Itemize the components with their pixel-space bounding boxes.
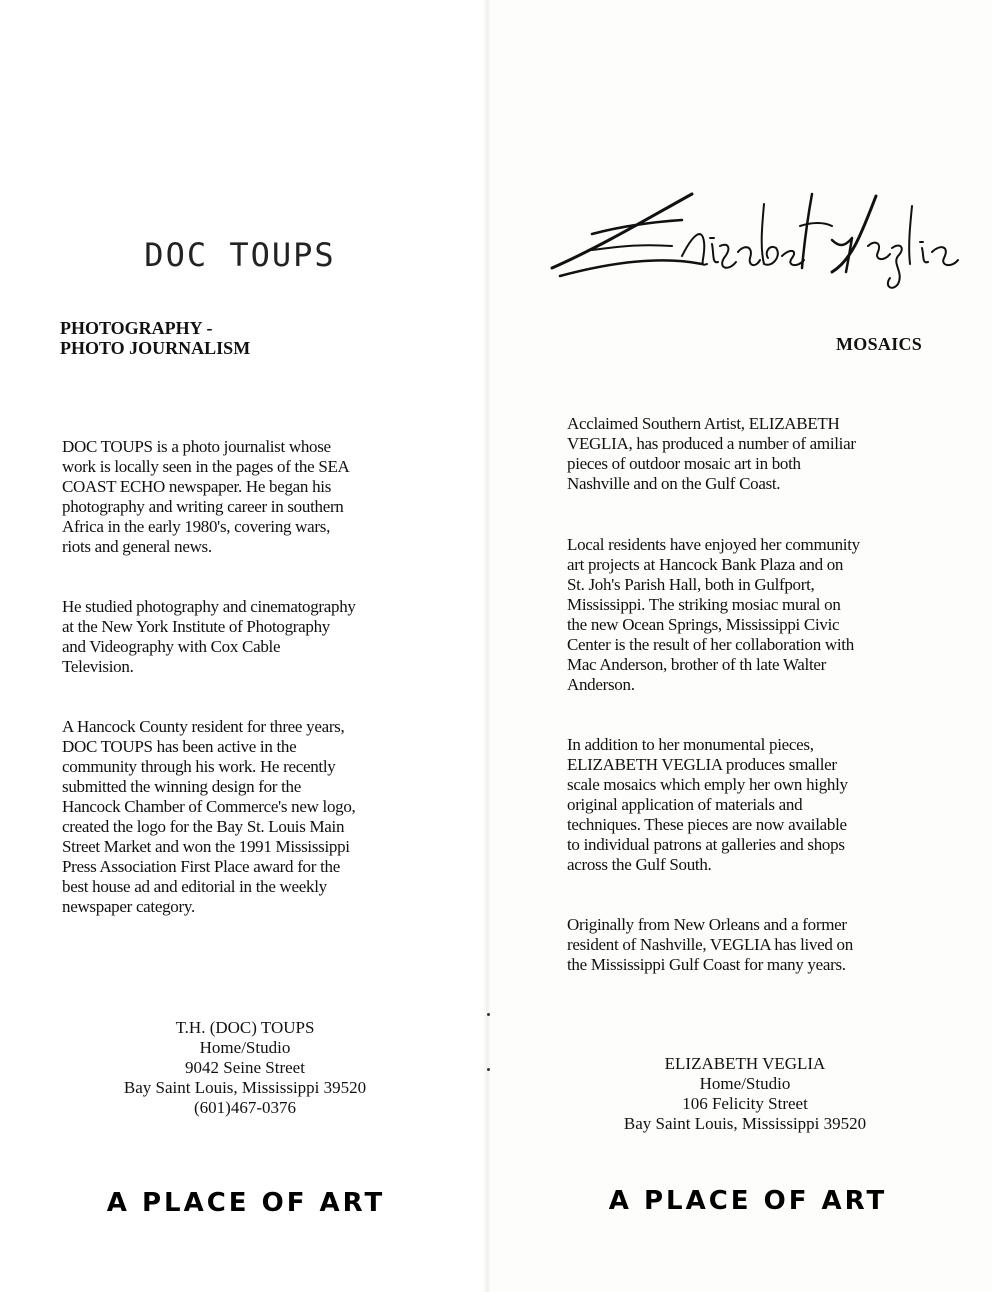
left-subtitle [60,318,250,358]
page-fold [483,0,491,1292]
contact-line: 9042 Seine Street [185,1058,305,1077]
left-paragraph-2 [62,597,442,677]
left-contact [70,1018,420,1118]
text-line: Originally from New Orleans and a former [567,915,847,934]
right-paragraph-4 [567,915,947,975]
subtitle-line: PHOTO JOURNALISM [60,338,251,358]
text-line: art projects at Hancock Bank Plaza and on [567,555,844,574]
text-line: and Videography with Cox Cable [62,637,281,656]
left-paragraph-1 [62,437,442,557]
subtitle-line: PHOTOGRAPHY - [60,318,213,338]
text-line: work is locally seen in the pages of the SEA [62,457,350,476]
text-line: at the New York Institute of Photography [62,617,331,636]
text-line: Acclaimed Southern Artist, ELIZABETH [567,414,840,433]
contact-line: Home/Studio [699,1074,791,1093]
left-footer-tagline: A PLACE OF ART [106,1188,386,1218]
text-line: DOC TOUPS has been active in the [62,737,297,756]
left-paragraph-3 [62,717,442,917]
text-line: newspaper category. [62,897,195,916]
text-line: ELIZABETH VEGLIA produces smaller [567,755,837,774]
contact-line: Bay Saint Louis, Mississippi 39520 [123,1078,367,1097]
text-line: to individual patrons at galleries and shops [567,835,845,854]
text-line: community through his work. He recently [62,757,336,776]
contact-line: Home/Studio [199,1038,291,1057]
text-line: original application of materials and [567,795,803,814]
text-line: pieces of outdoor mosaic art in both [567,454,801,473]
text-line: the new Ocean Springs, Mississippi Civic [567,615,840,634]
text-line: Press Association First Place award for the [62,857,340,876]
text-line: Nashville and on the Gulf Coast. [567,474,781,493]
right-paragraph-1 [567,414,947,494]
text-line: Africa in the early 1980's, covering wars, [62,517,331,536]
contact-line: Bay Saint Louis, Mississippi 39520 [623,1114,867,1133]
fold-mark [487,1013,490,1016]
text-line: riots and general news. [62,537,212,556]
contact-line: T.H. (DOC) TOUPS [175,1018,315,1037]
text-line: Mississippi. The striking mosiac mural on [567,595,841,614]
fold-mark [487,1068,490,1071]
contact-line: ELIZABETH VEGLIA [664,1054,826,1073]
text-line: techniques. These pieces are now available [567,815,847,834]
text-line: scale mosaics which emply her own highly [567,775,848,794]
text-line: VEGLIA, has produced a number of amiliar [567,434,856,453]
left-title: DOC TOUPS [144,236,336,274]
right-footer-tagline: A PLACE OF ART [608,1186,888,1216]
text-line: created the logo for the Bay St. Louis Main [62,817,345,836]
text-line: Hancock Chamber of Commerce's new logo, [62,797,356,816]
text-line: In addition to her monumental pieces, [567,735,814,754]
text-line: Mac Anderson, brother of th late Walter [567,655,827,674]
text-line: Center is the result of her collaboration with [567,635,854,654]
text-line: Anderson. [567,675,635,694]
text-line: best house ad and editorial in the weekly [62,877,327,896]
text-line: He studied photography and cinematography [62,597,356,616]
right-subtitle: MOSAICS [836,334,923,354]
contact-line: (601)467-0376 [194,1098,296,1117]
text-line: Television. [62,657,134,676]
right-paragraph-2 [567,535,947,695]
right-contact [570,1054,920,1134]
text-line: Local residents have enjoyed her community [567,535,860,554]
text-line: COAST ECHO newspaper. He began his [62,477,332,496]
signature-logo [532,176,962,296]
text-line: DOC TOUPS is a photo journalist whose [62,437,331,456]
text-line: the Mississippi Gulf Coast for many years. [567,955,846,974]
text-line: Street Market and won the 1991 Mississippi [62,837,350,856]
text-line: submitted the winning design for the [62,777,301,796]
text-line: across the Gulf South. [567,855,712,874]
right-paragraph-3 [567,735,947,875]
text-line: resident of Nashville, VEGLIA has lived on [567,935,853,954]
text-line: A Hancock County resident for three years, [62,717,345,736]
text-line: photography and writing career in southern [62,497,344,516]
text-line: St. Joh's Parish Hall, both in Gulfport, [567,575,815,594]
contact-line: 106 Felicity Street [682,1094,808,1113]
